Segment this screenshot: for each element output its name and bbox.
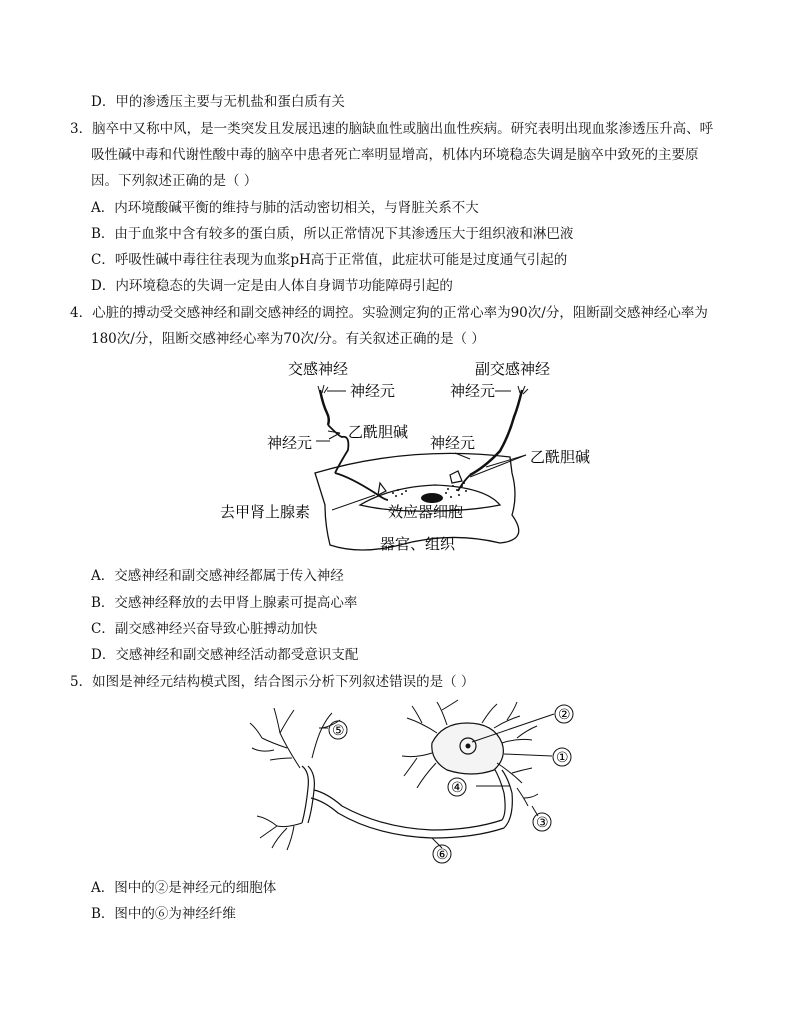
sympathetic-pathway (318, 385, 388, 500)
label-3: ③ (536, 815, 549, 831)
leader-lines (319, 714, 554, 848)
autonomic-nerve-diagram (200, 355, 620, 560)
neuron-structure-diagram (232, 698, 592, 868)
effector-nucleus (421, 493, 443, 503)
label-1: ① (556, 750, 569, 766)
label-parasympathetic: 副交感神经 (475, 360, 551, 378)
q3-option-c: C．呼吸性碱中毒往往表现为血浆pH高于正常值，此症状可能是过度通气引起的 (91, 252, 568, 268)
label-organ: 器官、组织 (380, 535, 456, 553)
q5-stem: 5．如图是神经元结构模式图，结合图示分析下列叙述错误的是（ ） (70, 674, 475, 690)
q3-stem-line3: 因。下列叙述正确的是（ ） (91, 173, 258, 189)
label-ach-left: 乙酰胆碱 (348, 423, 409, 441)
q4-stem-line1: 4．心脏的搏动受交感神经和副交感神经的调控。实验测定狗的正常心率为90次/分，阻断副交感神经心率为 (70, 305, 708, 321)
axon-terminal-branches-right (517, 788, 538, 806)
label-6: ⑥ (436, 847, 449, 863)
q3-option-a: A．内环境酸碱平衡的维持与肺的活动密切相关，与肾脏关系不大 (91, 200, 479, 216)
dendrite-branches-left (250, 708, 340, 850)
q3-stem-line2: 吸性碱中毒和代谢性酸中毒的脑卒中患者死亡率明显增高，机体内环境稳态失调是脑卒中致死的主要原 (91, 147, 699, 163)
label-norepinephrine: 去甲肾上腺素 (220, 503, 311, 521)
q4-option-b: B．交感神经释放的去甲肾上腺素可提高心率 (91, 595, 358, 611)
label-neuron-right-top: 神经元 (450, 382, 496, 400)
label-effector: 效应器细胞 (388, 503, 464, 521)
q3-stem-line1: 3．脑卒中又称中风，是一类突发且发展迅速的脑缺血性或脑出血性疾病。研究表明出现血浆渗透压升高、呼 (70, 121, 714, 137)
acetylcholine-vesicles (445, 482, 467, 498)
q3-option-b: B．由于血浆中含有较多的蛋白质，所以正常情况下其渗透压大于组织液和淋巴液 (91, 226, 574, 242)
label-5: ⑤ (332, 723, 345, 739)
axon-fiber (302, 766, 512, 838)
label-ach-right: 乙酰胆碱 (530, 448, 591, 466)
label-neuron-left: 神经元 (267, 434, 313, 452)
label-neuron-left-top: 神经元 (350, 382, 396, 400)
q5-option-b: B．图中的⑥为神经纤维 (91, 906, 236, 922)
label-sympathetic: 交感神经 (288, 360, 349, 378)
label-2: ② (558, 707, 571, 723)
prev-option-d: D．甲的渗透压主要与无机盐和蛋白质有关 (91, 94, 345, 110)
label-neuron-right: 神经元 (430, 434, 476, 452)
cell-body (432, 723, 504, 774)
q4-option-d: D．交感神经和副交感神经活动都受意识支配 (91, 647, 359, 663)
q5-option-a: A．图中的②是神经元的细胞体 (91, 880, 277, 896)
label-4: ④ (451, 780, 464, 796)
q4-stem-line2: 180次/分，阻断交感神经心率为70次/分。有关叙述正确的是（ ） (91, 331, 485, 347)
q4-option-c: C．副交感神经兴奋导致心脏搏动加快 (91, 621, 318, 637)
q3-option-d: D．内环境稳态的失调一定是由人体自身调节功能障碍引起的 (91, 278, 453, 294)
q4-option-a: A．交感神经和副交感神经都属于传入神经 (91, 568, 344, 584)
